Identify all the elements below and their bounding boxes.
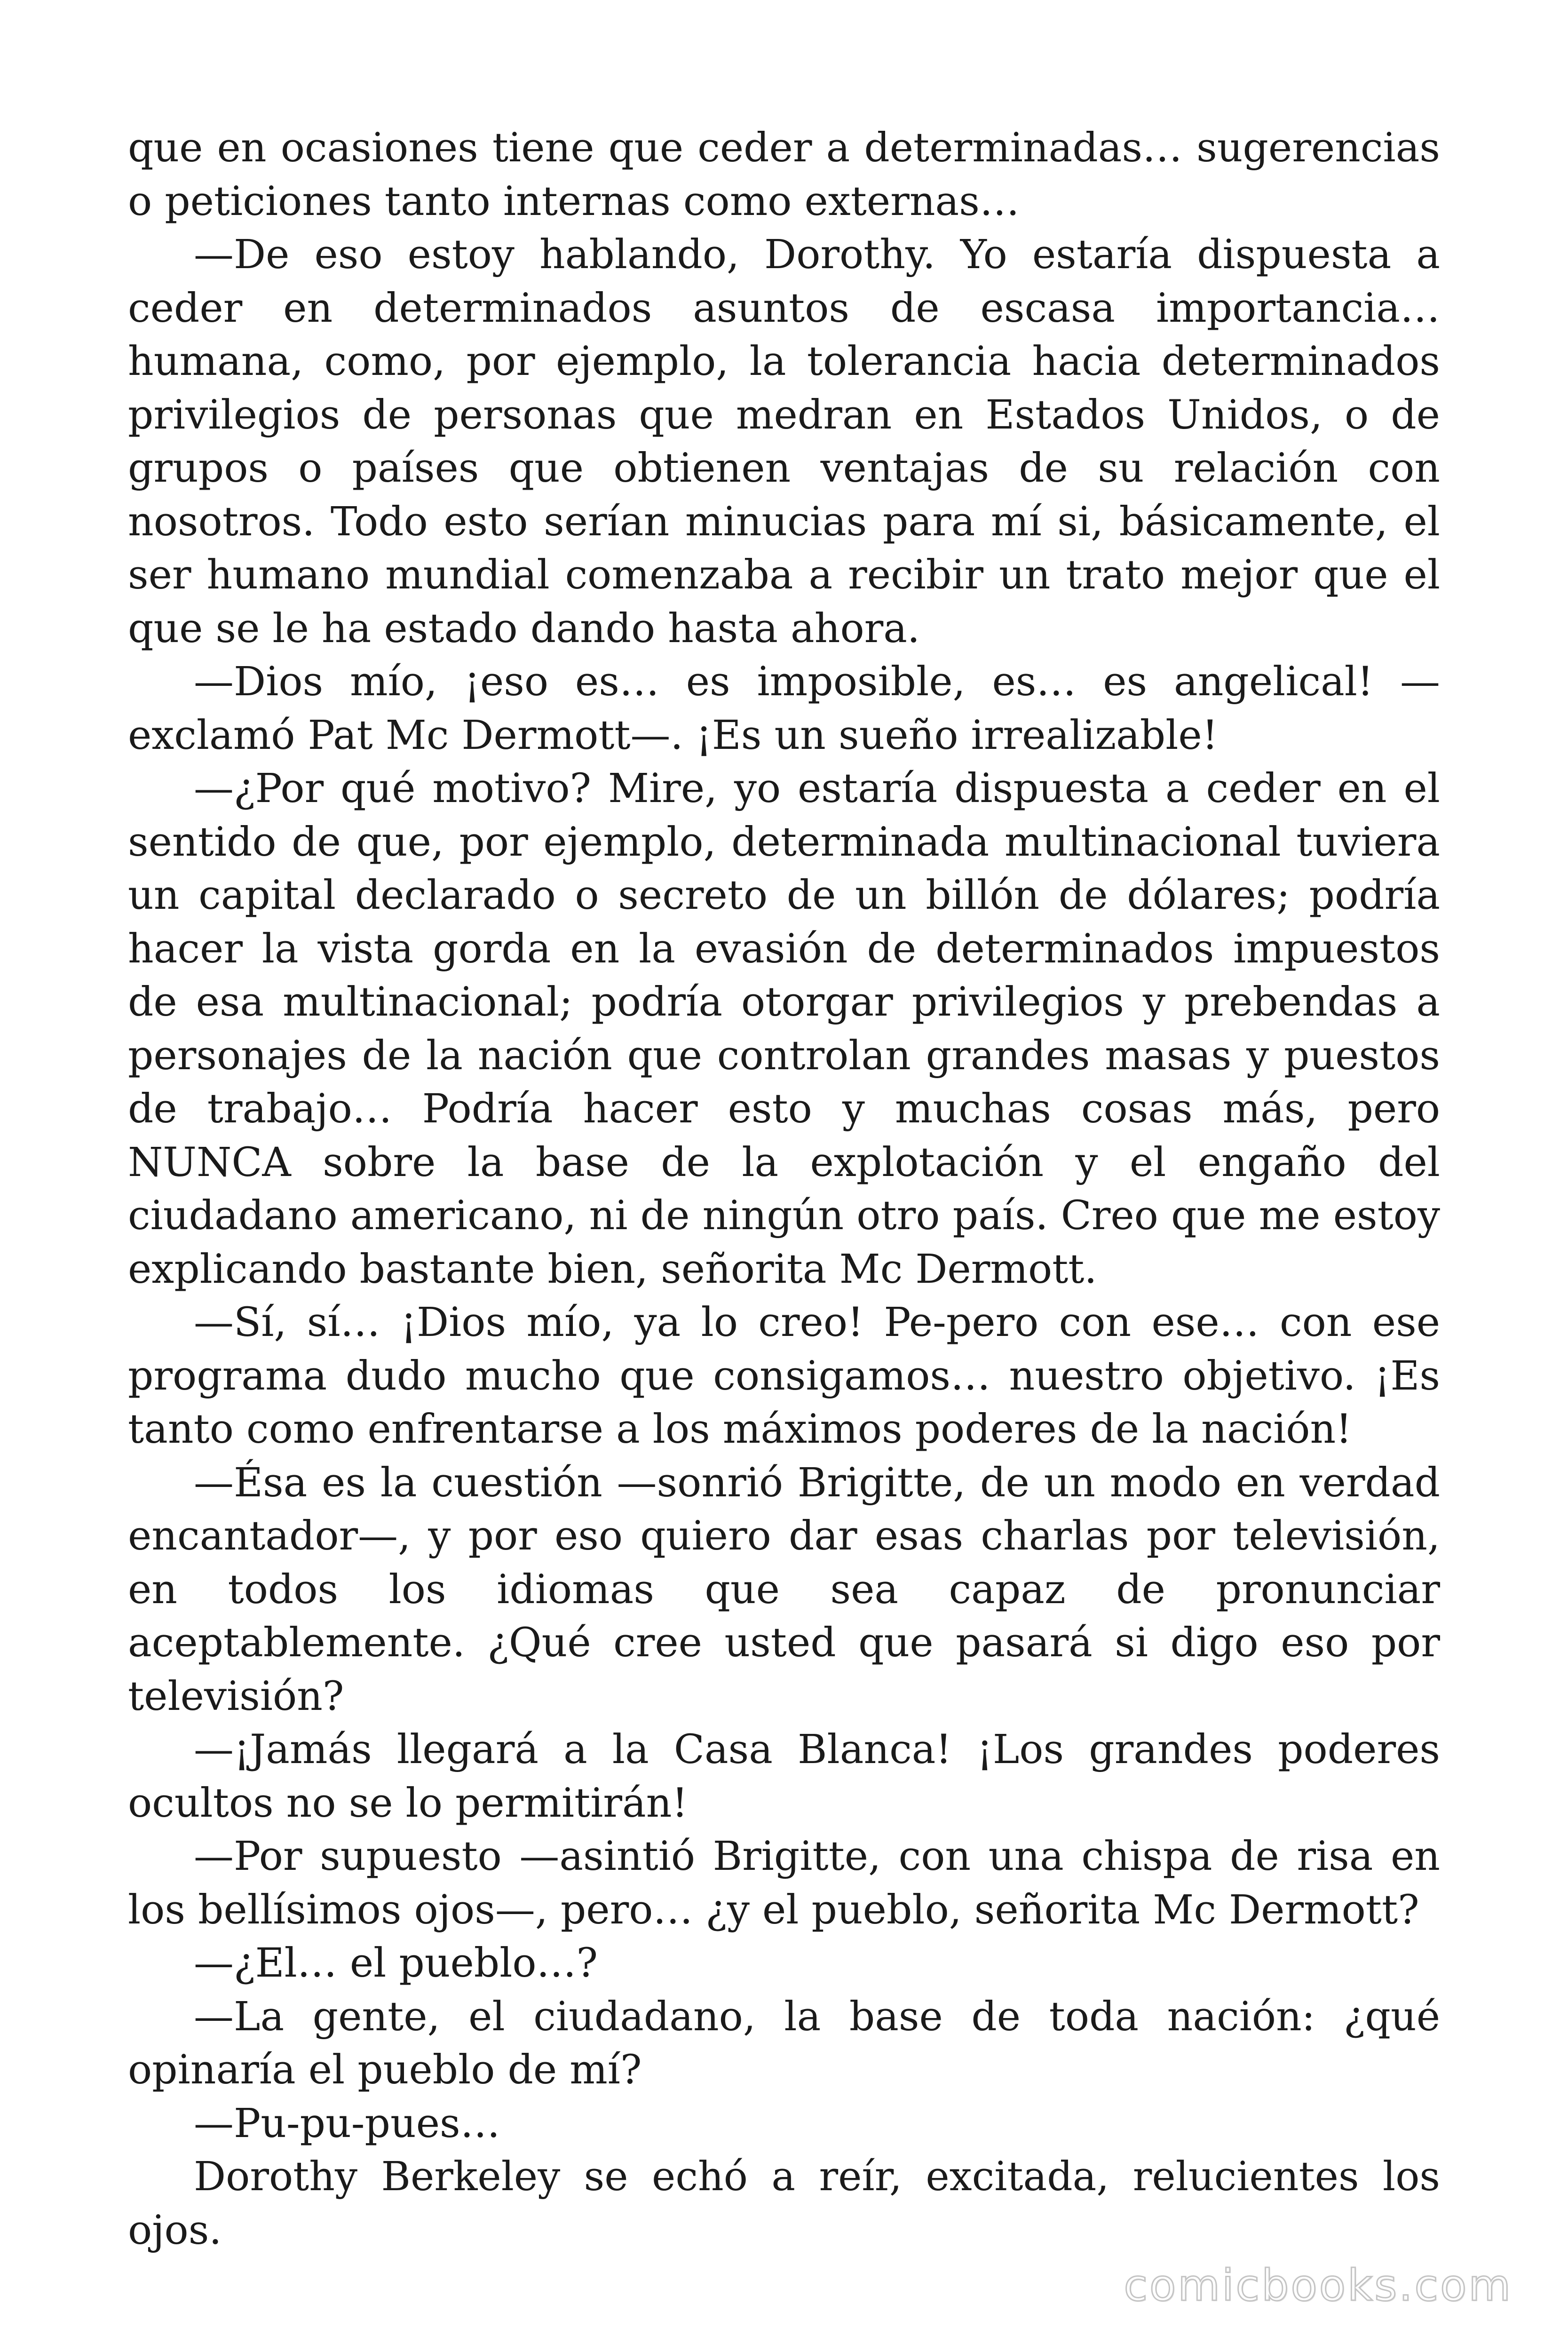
paragraph-1: que en ocasiones tiene que ceder a determinadas… sugerencias o peticiones tanto internas como externas… <box>128 125 1440 225</box>
page-text <box>128 121 1440 2257</box>
paragraph-11: —Pu-pu-pues… <box>194 2100 500 2147</box>
watermark: comicbooks.com <box>1124 2260 1513 2311</box>
paragraph-9: —¿El… el pueblo…? <box>194 1940 598 1986</box>
paragraph-5: —Sí, sí… ¡Dios mío, ya lo creo! Pe-pero con ese… con ese programa dudo mucho que consigamos… nuestro objetivo. ¡Es tanto como enfrentarse a los máximos poderes de la nación! <box>128 1299 1440 1453</box>
paragraph-12: Dorothy Berkeley se echó a reír, excitada, relucientes los ojos. <box>128 2153 1440 2254</box>
paragraph-10: —La gente, el ciudadano, la base de toda nación: ¿qué opinaría el pueblo de mí? <box>128 1993 1440 2093</box>
paragraph-2: —De eso estoy hablando, Dorothy. Yo estaría dispuesta a ceder en determinados asuntos de escasa importancia… humana, como, por ejemplo, la tolerancia hacia determinados privilegios de personas que medran en Estados Unidos, o de grupos o países que obtienen ventajas de su relación con nosotros. Todo esto serían minucias para mí si, básicamente, el ser humano mundial comenzaba a recibir un trato mejor que el que se le ha estado dando hasta ahora. <box>128 231 1440 652</box>
paragraph-4: —¿Por qué motivo? Mire, yo estaría dispuesta a ceder en el sentido de que, por ejemplo, determinada multinacional tuviera un capital declarado o secreto de un billón de dólares; podría hacer la vista gorda en la evasión de determinados impuestos de esa multinacional; podría otorgar privilegios y prebendas a personajes de la nación que controlan grandes masas y puestos de trabajo… Podría hacer esto y muchas cosas más, pero NUNCA sobre la base de la explotación y el engaño del ciudadano americano, ni de ningún otro país. Creo que me estoy explicando bastante bien, señorita Mc Dermott. <box>128 765 1440 1293</box>
paragraph-6: —Ésa es la cuestión —sonrió Brigitte, de un modo en verdad encantador—, y por eso quiero dar esas charlas por televisión, en todos los idiomas que sea capaz de pronunciar aceptablemente. ¿Qué cree usted que pasará si digo eso por televisión? <box>128 1459 1440 1720</box>
paragraph-8: —Por supuesto —asintió Brigitte, con una chispa de risa en los bellísimos ojos—, pero… ¿y el pueblo, señorita Mc Dermott? <box>128 1833 1440 1933</box>
paragraph-3: —Dios mío, ¡eso es… es imposible, es… es angelical! —exclamó Pat Mc Dermott—. ¡Es un sueño irrealizable! <box>128 659 1440 759</box>
paragraph-7: —¡Jamás llegará a la Casa Blanca! ¡Los grandes poderes ocultos no se lo permitirán! <box>128 1726 1440 1827</box>
